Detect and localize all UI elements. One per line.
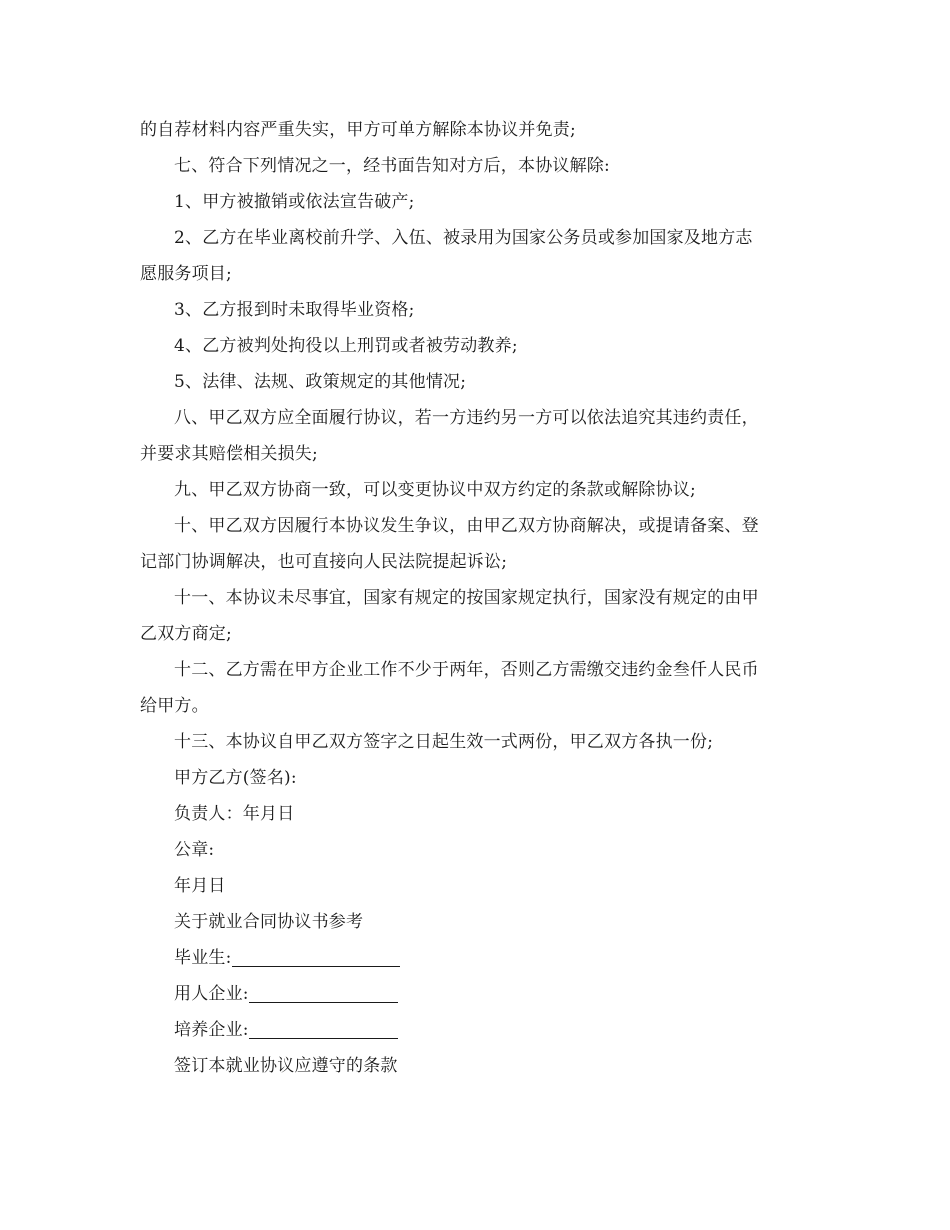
- document-body: [140, 112, 812, 1084]
- clause-7-item-1: 1、甲方被撤销或依法宣告破产;: [174, 192, 415, 212]
- employer-field: [140, 976, 812, 1012]
- clause-8: 八、甲乙双方应全面履行协议，若一方违约另一方可以依法追究其违约责任，: [174, 408, 759, 428]
- clause-13: 十三、本协议自甲乙双方签字之日起生效一式两份，甲乙双方各执一份;: [174, 732, 714, 752]
- closing-line: 签订本就业协议应遵守的条款: [174, 1056, 398, 1076]
- graduate-blank[interactable]: [232, 944, 400, 967]
- responsible-person-line: 负责人：年月日: [174, 804, 295, 824]
- training-blank[interactable]: [249, 1016, 398, 1039]
- clause-9: 九、甲乙双方协商一致，可以变更协议中双方约定的条款或解除协议;: [174, 480, 696, 500]
- clause-8-cont: 并要求其赔偿相关损失;: [140, 444, 318, 464]
- training-label: 培养企业:: [174, 1020, 249, 1040]
- employer-blank[interactable]: [249, 980, 398, 1003]
- clause-7-item-3: 3、乙方报到时未取得毕业资格;: [174, 300, 415, 320]
- graduate-field: [140, 940, 812, 976]
- clause-11-cont: 乙双方商定;: [140, 624, 232, 644]
- clause-7-item-5: 5、法律、法规、政策规定的其他情况;: [174, 372, 467, 392]
- signature-line: 甲方乙方(签名):: [174, 768, 297, 788]
- employer-label: 用人企业:: [174, 984, 249, 1004]
- clause-10-cont: 记部门协调解决，也可直接向人民法院提起诉讼;: [140, 552, 508, 572]
- seal-line: 公章:: [174, 840, 215, 860]
- section-title: 关于就业合同协议书参考: [174, 912, 364, 932]
- clause-11: 十一、本协议未尽事宜，国家有规定的按国家规定执行，国家没有规定的由甲: [174, 588, 759, 608]
- clause-7-heading: 七、符合下列情况之一，经书面告知对方后，本协议解除:: [174, 156, 610, 176]
- clause-7-item-2: 2、乙方在毕业离校前升学、入伍、被录用为国家公务员或参加国家及地方志: [174, 228, 753, 248]
- clause-12: 十二、乙方需在甲方企业工作不少于两年，否则乙方需缴交违约金叁仟人民币: [174, 660, 759, 680]
- graduate-label: 毕业生:: [174, 948, 232, 968]
- clause-12-cont: 给甲方。: [140, 696, 209, 716]
- training-field: [140, 1012, 812, 1048]
- clause-7-item-4: 4、乙方被判处拘役以上刑罚或者被劳动教养;: [174, 336, 518, 356]
- text-line: 的自荐材料内容严重失实，甲方可单方解除本协议并免责;: [140, 120, 576, 140]
- clause-10: 十、甲乙双方因履行本协议发生争议，由甲乙双方协商解决，或提请备案、登: [174, 516, 759, 536]
- date-line: 年月日: [174, 876, 226, 896]
- clause-7-item-2-cont: 愿服务项目;: [140, 264, 232, 284]
